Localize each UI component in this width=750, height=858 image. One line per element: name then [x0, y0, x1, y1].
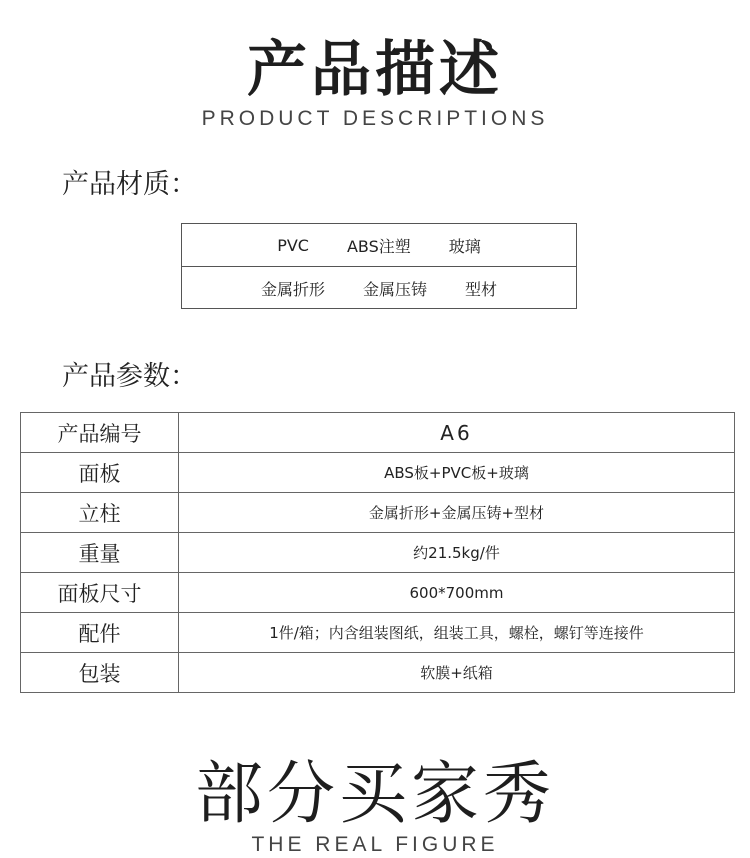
table-row	[21, 573, 735, 613]
page-title: 产品描述	[247, 35, 503, 105]
table-row	[21, 493, 735, 533]
param-key: 包装	[21, 653, 179, 693]
param-key: 立柱	[21, 493, 179, 533]
table-row	[21, 533, 735, 573]
param-value: ABS板+PVC板+玻璃	[179, 453, 735, 493]
material-item: 金属压铸	[362, 279, 427, 299]
param-value: 金属折形+金属压铸+型材	[179, 493, 735, 533]
materials-row-1	[182, 224, 576, 266]
material-item: PVC	[277, 235, 309, 255]
param-value: A6	[179, 413, 735, 453]
table-row	[21, 413, 735, 453]
materials-box	[181, 223, 577, 309]
buyer-show-title: 部分买家秀	[194, 755, 555, 834]
materials-heading: 产品材质：	[62, 169, 197, 200]
param-value: 软膜+纸箱	[179, 653, 735, 693]
params-table	[20, 412, 735, 693]
param-value: 约21.5kg/件	[179, 533, 735, 573]
param-key: 重量	[21, 533, 179, 573]
material-item: ABS注塑	[346, 236, 411, 256]
table-row	[21, 653, 735, 693]
table-row	[21, 453, 735, 493]
materials-row-2	[182, 266, 576, 309]
buyer-show-subtitle: THE REAL FIGURE	[251, 833, 499, 856]
param-key: 配件	[21, 613, 179, 653]
table-row	[21, 613, 735, 653]
param-key: 产品编号	[21, 413, 179, 453]
param-key: 面板	[21, 453, 179, 493]
material-item: 金属折形	[260, 279, 325, 299]
param-key: 面板尺寸	[21, 573, 179, 613]
material-item: 型材	[465, 279, 498, 299]
param-value: 600*700mm	[179, 573, 735, 613]
material-item: 玻璃	[448, 236, 481, 256]
page-subtitle: PRODUCT DESCRIPTIONS	[201, 107, 549, 130]
param-value: 1件/箱；内含组装图纸，组装工具，螺栓，螺钉等连接件	[179, 613, 735, 653]
params-heading: 产品参数：	[62, 361, 197, 392]
